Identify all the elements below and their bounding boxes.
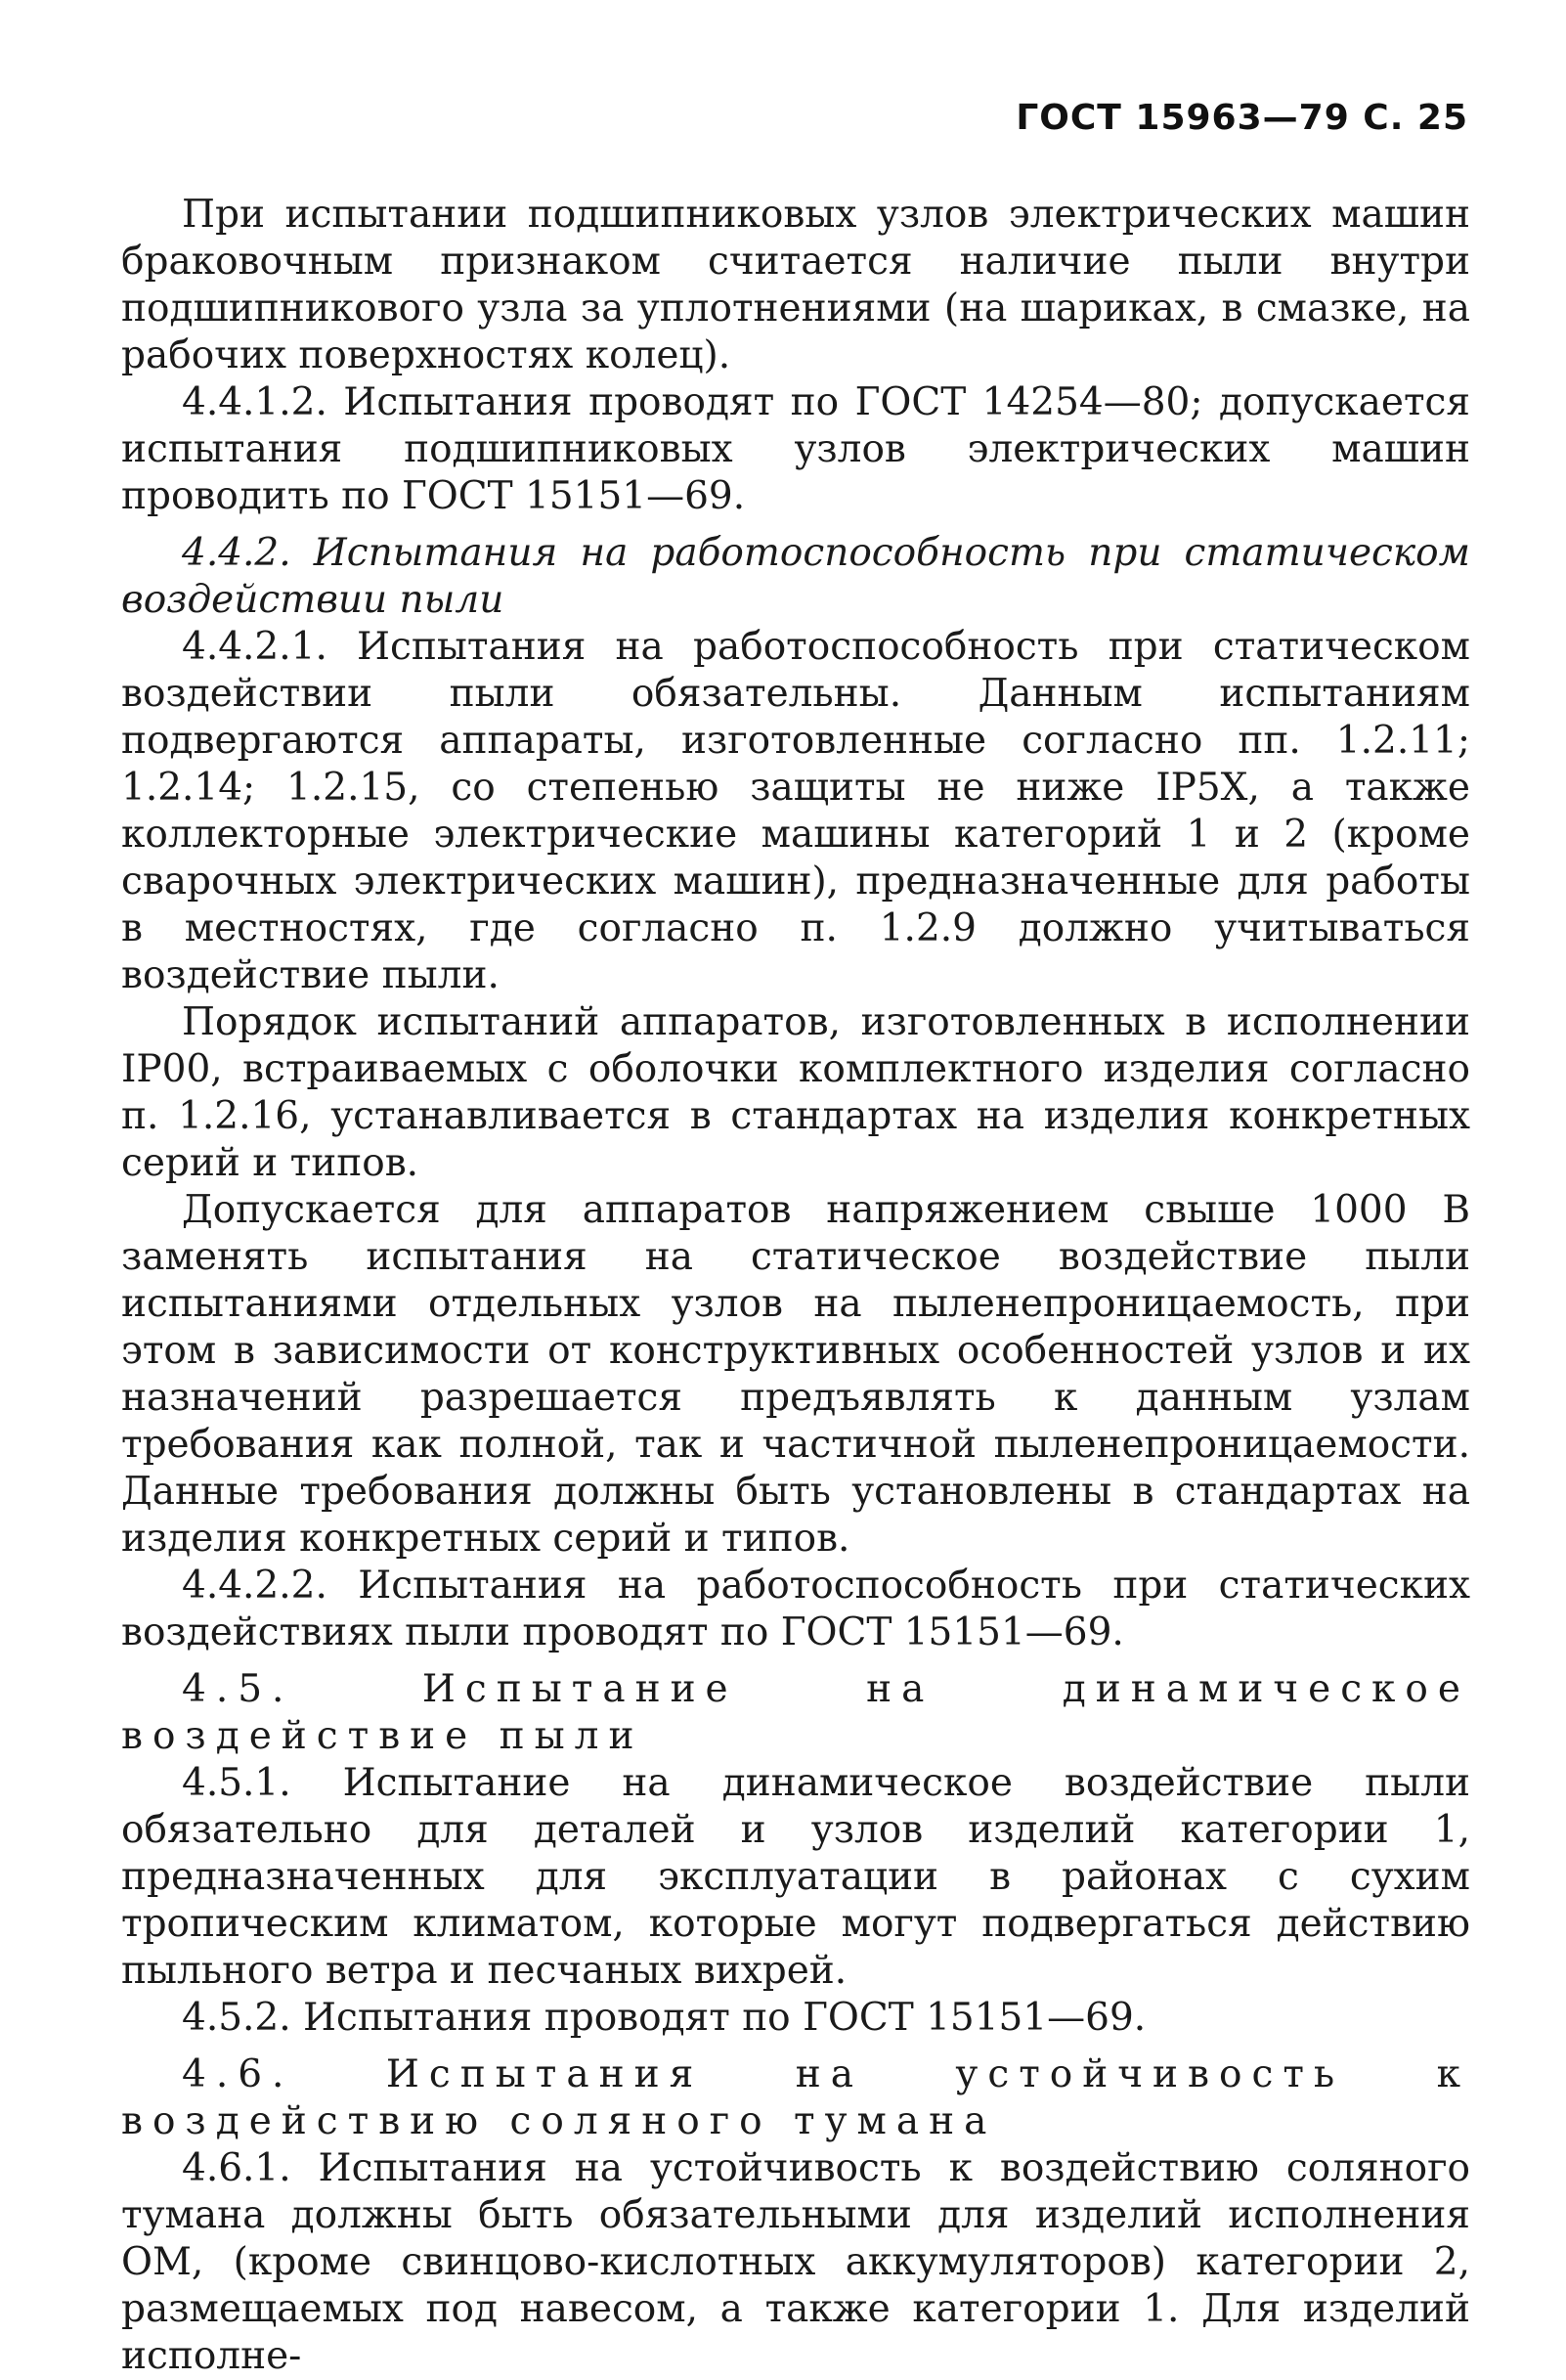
paragraph-ip00-order: Порядок испытаний аппаратов, изготовленных в исполнении IP00, встраиваемых с оболочки комплектного изделия согласно п. 1.2.16, устанавливается в стандартах на изделия конкретных серий и типов. [121, 1000, 1470, 1185]
body-text [121, 192, 1470, 2380]
paragraph-4-4-2-1: 4.4.2.1. Испытания на работоспособность при статическом воздействии пыли обязательны. Данным испытаниям подвергаются аппараты, изготовленные согласно пп. 1.2.11; 1.2.14; 1.2.15, со степенью защиты не ниже IP5X, а также коллекторные электрические машины категорий 1 и 2 (кроме сварочных электрических машин), предназначенные для работы в местностях, где согласно п. 1.2.9 должно учитываться воздействие пыли. [121, 625, 1470, 997]
running-header: ГОСТ 15963—79 С. 25 [1016, 98, 1468, 138]
paragraph-4-6-1: 4.6.1. Испытания на устойчивость к воздействию соляного тумана должны быть обязательными для изделий исполнения ОМ, (кроме свинцово-кислотных аккумуляторов) категории 2, размещаемых под навесом, а также категории 1. Для изделий исполне- [121, 2146, 1470, 2378]
section-heading-4-4-2: 4.4.2. Испытания на работоспособность при статическом воздействии пыли [121, 531, 1470, 622]
paragraph-4-4-2-2: 4.4.2.2. Испытания на работоспособность при статических воздействиях пыли проводят по ГОСТ 15151—69. [121, 1564, 1470, 1654]
section-heading-4-6: 4.6. Испытания на устойчивость к воздействию соляного тумана [121, 2052, 1470, 2143]
section-heading-4-5: 4.5. Испытание на динамическое воздействие пыли [121, 1667, 1470, 1758]
paragraph-4-4-1-2: 4.4.1.2. Испытания проводят по ГОСТ 14254—80; допускается испытания подшипниковых узлов электрических машин проводить по ГОСТ 15151—69. [121, 380, 1470, 518]
paragraph-4-5-2: 4.5.2. Испытания проводят по ГОСТ 15151—69. [182, 1996, 1147, 2040]
paragraph-4-5-1: 4.5.1. Испытание на динамическое воздействие пыли обязательно для деталей и узлов изделий категории 1, предназначенных для эксплуатации в районах с сухим тропическим климатом, которые могут подвергаться действию пыльного ветра и песчаных вихрей. [121, 1761, 1470, 1993]
paragraph-high-voltage-allowance: Допускается для аппаратов напряжением свыше 1000 В заменять испытания на статическое воздействие пыли испытаниями отдельных узлов на пыленепроницаемость, при этом в зависимости от конструктивных особенностей узлов и их назначений разрешается предъявлять к данным узлам требования как полной, так и частичной пыленепроницаемости. Данные требования должны быть установлены в стандартах на изделия конкретных серий и типов. [121, 1188, 1470, 1561]
paragraph-dust-bearing-criterion: При испытании подшипниковых узлов электрических машин браковочным признаком считается наличие пыли внутри подшипникового узла за уплотнениями (на шариках, в смазке, на рабочих поверхностях колец). [121, 193, 1470, 377]
